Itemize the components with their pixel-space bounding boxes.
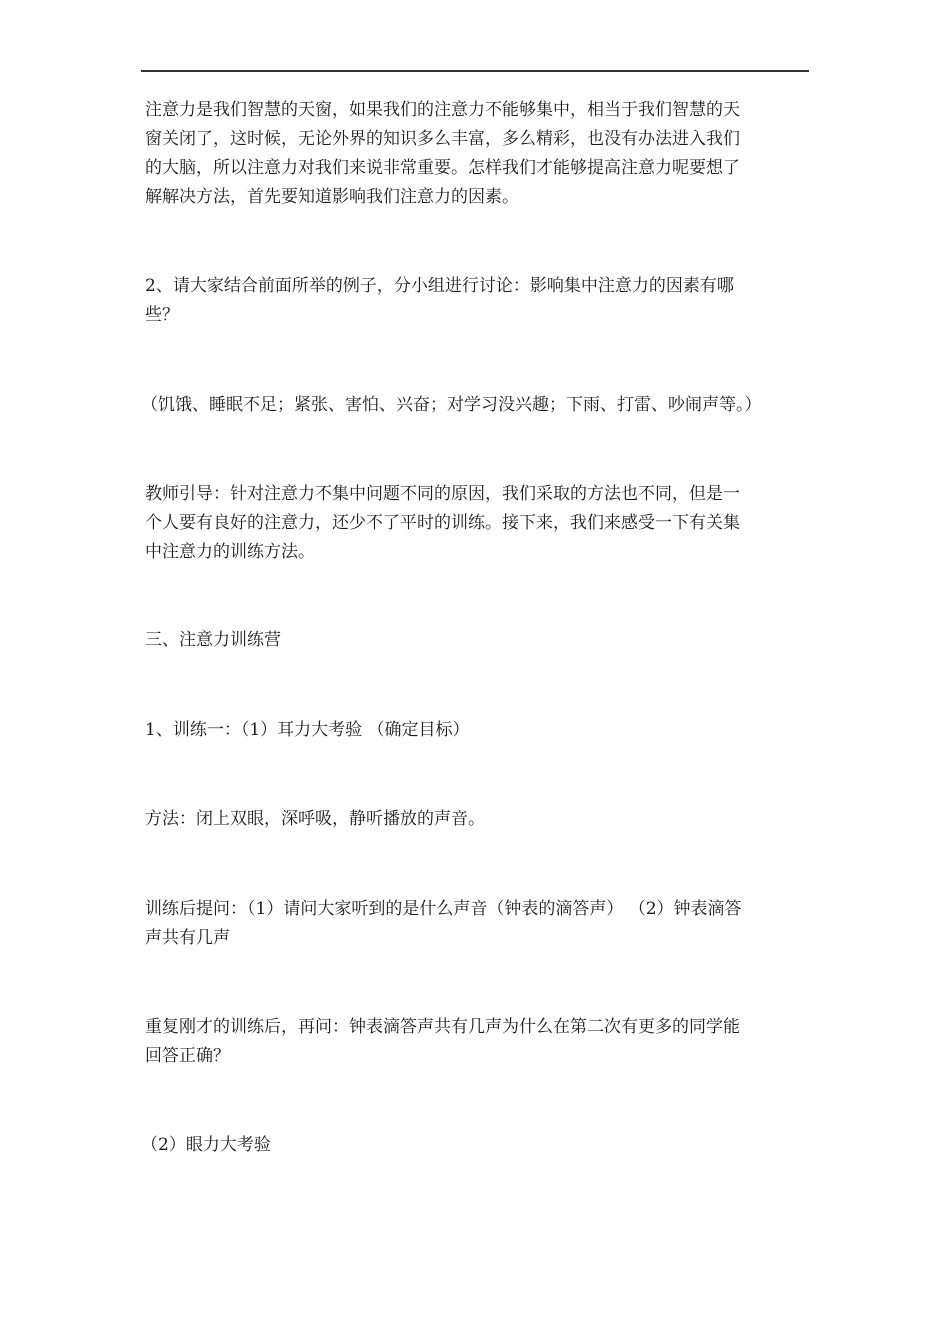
text-line: 的大脑，所以注意力对我们来说非常重要。怎样我们才能够提高注意力呢要想了: [145, 158, 740, 178]
text-line: 中注意力的训练方法。: [145, 542, 315, 562]
text-line: （饥饿、睡眠不足；紧张、害怕、兴奋；对学习没兴趣；下雨、打雷、吵闹声等。）: [141, 395, 762, 415]
text-line: 1、训练一：（1）耳力大考验 （确定目标）: [145, 720, 470, 740]
text-line: 教师引导：针对注意力不集中问题不同的原因，我们采取的方法也不同，但是一: [145, 484, 740, 504]
paragraph-factors-answer: [141, 391, 809, 420]
section-heading-training-camp: [145, 626, 813, 655]
paragraph-training-one: [145, 716, 813, 745]
paragraph-discussion-question: [145, 272, 813, 330]
text-line: 注意力是我们智慧的天窗，如果我们的注意力不能够集中，相当于我们智慧的天: [145, 100, 740, 120]
text-line: 个人要有良好的注意力，还少不了平时的训练。接下来，我们来感受一下有关集: [145, 513, 740, 533]
text-line: 三、注意力训练营: [145, 630, 281, 650]
text-line: 方法：闭上双眼，深呼吸，静听播放的声音。: [145, 809, 485, 829]
paragraph-eye-test: [141, 1131, 809, 1160]
paragraph-attention-importance: [145, 96, 813, 212]
paragraph-teacher-guidance: [145, 480, 813, 567]
text-line: 些？: [145, 305, 179, 325]
paragraph-method: [145, 805, 813, 834]
text-line: 解解决方法，首先要知道影响我们注意力的因素。: [145, 187, 519, 207]
paragraph-repeat-question: [145, 1013, 813, 1071]
text-line: 训练后提问：（1）请问大家听到的是什么声音（钟表的滴答声） （2）钟表滴答: [145, 899, 742, 919]
text-line: 重复刚才的训练后，再问：钟表滴答声共有几声为什么在第二次有更多的同学能: [145, 1017, 740, 1037]
text-line: 2、请大家结合前面所举的例子，分小组进行讨论：影响集中注意力的因素有哪: [145, 276, 734, 296]
header-rule: [141, 70, 809, 72]
text-line: 回答正确？: [145, 1046, 230, 1066]
text-line: 声共有几声: [145, 928, 230, 948]
text-line: （2）眼力大考验: [141, 1135, 271, 1155]
text-line: 窗关闭了，这时候，无论外界的知识多么丰富，多么精彩，也没有办法进入我们: [145, 129, 740, 149]
paragraph-post-training-questions: [145, 895, 813, 953]
